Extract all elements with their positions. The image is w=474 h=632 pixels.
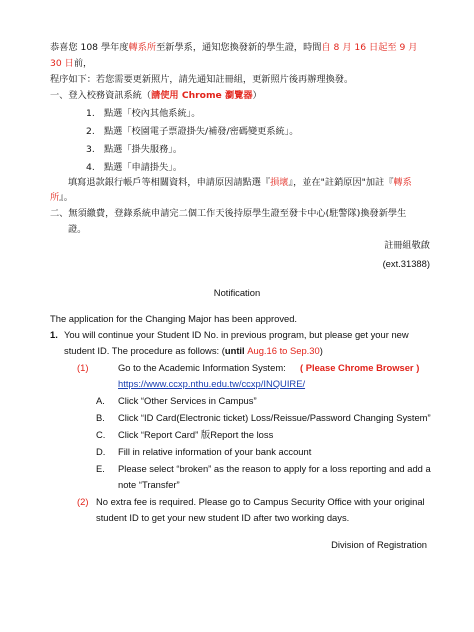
zh-fill-text-2: 』，並在"註銷原因"加註『 — [288, 177, 394, 188]
zh-intro-highlight-dept: 轉系所 — [128, 42, 157, 53]
en-item-1-line-2 — [64, 345, 323, 357]
zh-fill-close: 』。 — [59, 192, 73, 203]
en-title: Notification — [213, 287, 261, 298]
en-step-b: Click “ID Card(Electronic ticket) Loss/Reissue/Password Changing System” — [118, 412, 431, 423]
en-step-d-label: D. — [96, 446, 106, 457]
zh-intro-line-2 — [50, 58, 92, 70]
en-step-e-label: E. — [96, 463, 105, 474]
en-marker-1: (1) — [77, 362, 89, 373]
zh-signature: 註冊組敬啟 — [384, 240, 430, 251]
zh-extension: (ext.31388) — [382, 258, 430, 269]
zh-fill-line-2 — [50, 192, 73, 204]
zh-step-2-cont: 證。 — [68, 224, 87, 235]
zh-intro-text: 恭喜您 108 學年度 — [50, 42, 129, 53]
en-step-e-line-1: Please select “broken” as the reason to apply for a loss reporting and add a — [118, 463, 431, 474]
en-step-d: Fill in relative information of your bank account — [118, 446, 312, 457]
en-step-a: Click “Other Services in Campus” — [118, 395, 257, 406]
zh-procedure: 程序如下：若您需要更新照片，請先通知註冊組，更新照片後再辦理換發。 — [50, 74, 354, 85]
en-approved: The application for the Changing Major has been approved. — [50, 313, 298, 324]
zh-sub-step-1: 1. 點選「校內其他系統」。 — [86, 108, 201, 119]
en-item-1-line-1: You will continue your Student ID No. in previous program, but please get your new — [64, 329, 409, 340]
en-until: until — [224, 345, 248, 356]
zh-intro-text-3: 前， — [73, 58, 93, 69]
zh-step-1 — [50, 90, 262, 102]
en-system-link[interactable]: https://www.ccxp.nthu.edu.tw/ccxp/INQUIRE/ — [118, 378, 306, 389]
en-step-c-label: C. — [96, 429, 106, 440]
zh-sub-step-3: 3. 點選「掛失服務」。 — [86, 144, 183, 155]
en-step-e-line-2: note “Transfer” — [118, 479, 180, 490]
zh-fill-note: 轉系 — [393, 177, 412, 188]
zh-step-1-browser-note: 請使用 Chrome 瀏覽器 — [151, 90, 253, 101]
en-item-2-line-1: No extra fee is required. Please go to Campus Security Office with your original — [96, 496, 425, 507]
en-step-c: Click “Report Card” 版Report the loss — [118, 429, 274, 440]
en-item-2-line-2: student ID to get your new student ID after two working days. — [96, 512, 350, 523]
zh-step-2: 二、無須繳費，登錄系統申請完二個工作天後持原學生證至發卡中心(駐警隊)換發新學生 — [50, 208, 407, 219]
zh-fill-text: 填寫退款銀行帳戶等相關資料，申請原因請點選『 — [68, 177, 271, 188]
en-item-system: Go to the Academic Information System: — [118, 362, 286, 373]
en-step-b-label: B. — [96, 412, 105, 423]
zh-step-1-text: 一、登入校務資訊系統（ — [50, 90, 152, 101]
en-step-a-label: A. — [96, 395, 105, 406]
en-close-paren: ) — [319, 345, 323, 356]
en-dates: Aug.16 to Sep.30 — [247, 345, 320, 356]
zh-intro-line-1 — [50, 42, 417, 54]
zh-fill-note-end: 所 — [50, 192, 60, 203]
en-marker-2: (2) — [77, 496, 89, 507]
zh-intro-highlight-date-end: 30 日 — [50, 58, 74, 69]
en-item-1-text: student ID. The procedure as follows: ( — [64, 345, 225, 356]
zh-sub-step-2: 2. 點選「校園電子票證掛失/補發/密碼變更系統」。 — [86, 126, 299, 137]
zh-fill-line-1 — [68, 177, 412, 189]
zh-sub-step-4: 4. 點選「申請掛失」。 — [86, 162, 183, 173]
zh-step-1-close: ） — [252, 90, 262, 101]
zh-intro-highlight-date: 自 8 月 16 日起至 9 月 — [321, 42, 418, 53]
en-chrome-note: ( Please Chrome Browser ) — [300, 362, 420, 373]
en-item-1-number: 1. — [50, 329, 58, 340]
en-signature: Division of Registration — [331, 539, 427, 550]
zh-intro-text-2: 至新學系，通知您換發新的學生證，時間 — [156, 42, 322, 53]
zh-fill-reason: 損壞 — [270, 177, 289, 188]
